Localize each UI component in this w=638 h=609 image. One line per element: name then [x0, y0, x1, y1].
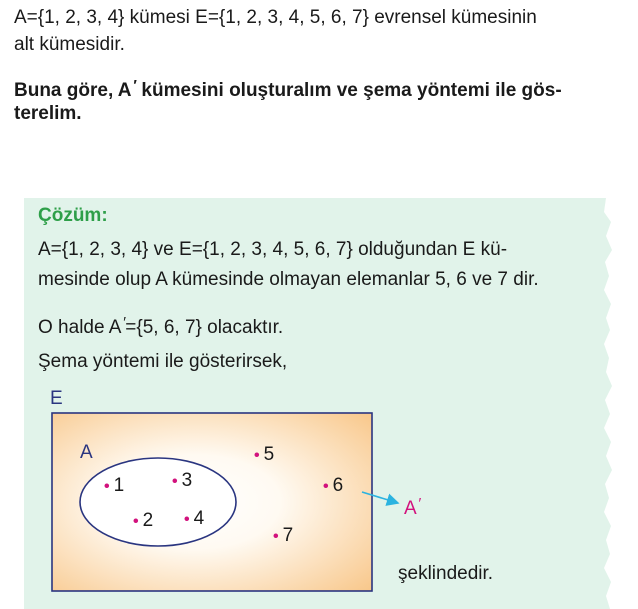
prime-mark: ′ — [122, 314, 126, 331]
set-a-label: A — [80, 442, 93, 463]
element-7: • 7 — [273, 525, 294, 546]
solution-line-3-post: ={5, 6, 7} olacaktır. — [125, 317, 284, 338]
question-line-2: terelim. — [14, 103, 82, 124]
element-5: • 5 — [254, 444, 275, 465]
solution-line-3-pre: O halde A — [38, 317, 122, 338]
intro-line-2: alt kümesidir. — [14, 34, 125, 55]
element-6: • 6 — [323, 475, 344, 496]
solution-heading: Çözüm: — [38, 205, 108, 226]
solution-line-4: Şema yöntemi ile gösterirsek, — [38, 351, 288, 372]
question-text-post: kümesini oluşturalım ve şema yöntemi ile gös- — [136, 80, 562, 101]
solution-line-1: A={1, 2, 3, 4} ve E={1, 2, 3, 4, 5, 6, 7} olduğundan E kü- — [38, 239, 508, 260]
universal-set-label: E — [50, 388, 63, 409]
complement-label: A′ — [404, 495, 421, 519]
prime-mark: ′ — [132, 77, 137, 94]
element-3: • 3 — [172, 470, 193, 491]
solution-line-2: mesinde olup A kümesinde olmayan elemanlar 5, 6 ve 7 dir. — [38, 269, 539, 290]
set-a-ellipse — [80, 458, 236, 546]
question-text-pre: Buna göre, A — [14, 80, 132, 101]
element-2: • 2 — [133, 510, 154, 531]
intro-line-1: A={1, 2, 3, 4} kümesi E={1, 2, 3, 4, 5, 6, 7} evrensel kümesinin — [14, 7, 537, 28]
element-1: • 1 — [104, 475, 125, 496]
element-4: • 4 — [184, 508, 205, 529]
closing-text: şeklindedir. — [398, 563, 494, 584]
